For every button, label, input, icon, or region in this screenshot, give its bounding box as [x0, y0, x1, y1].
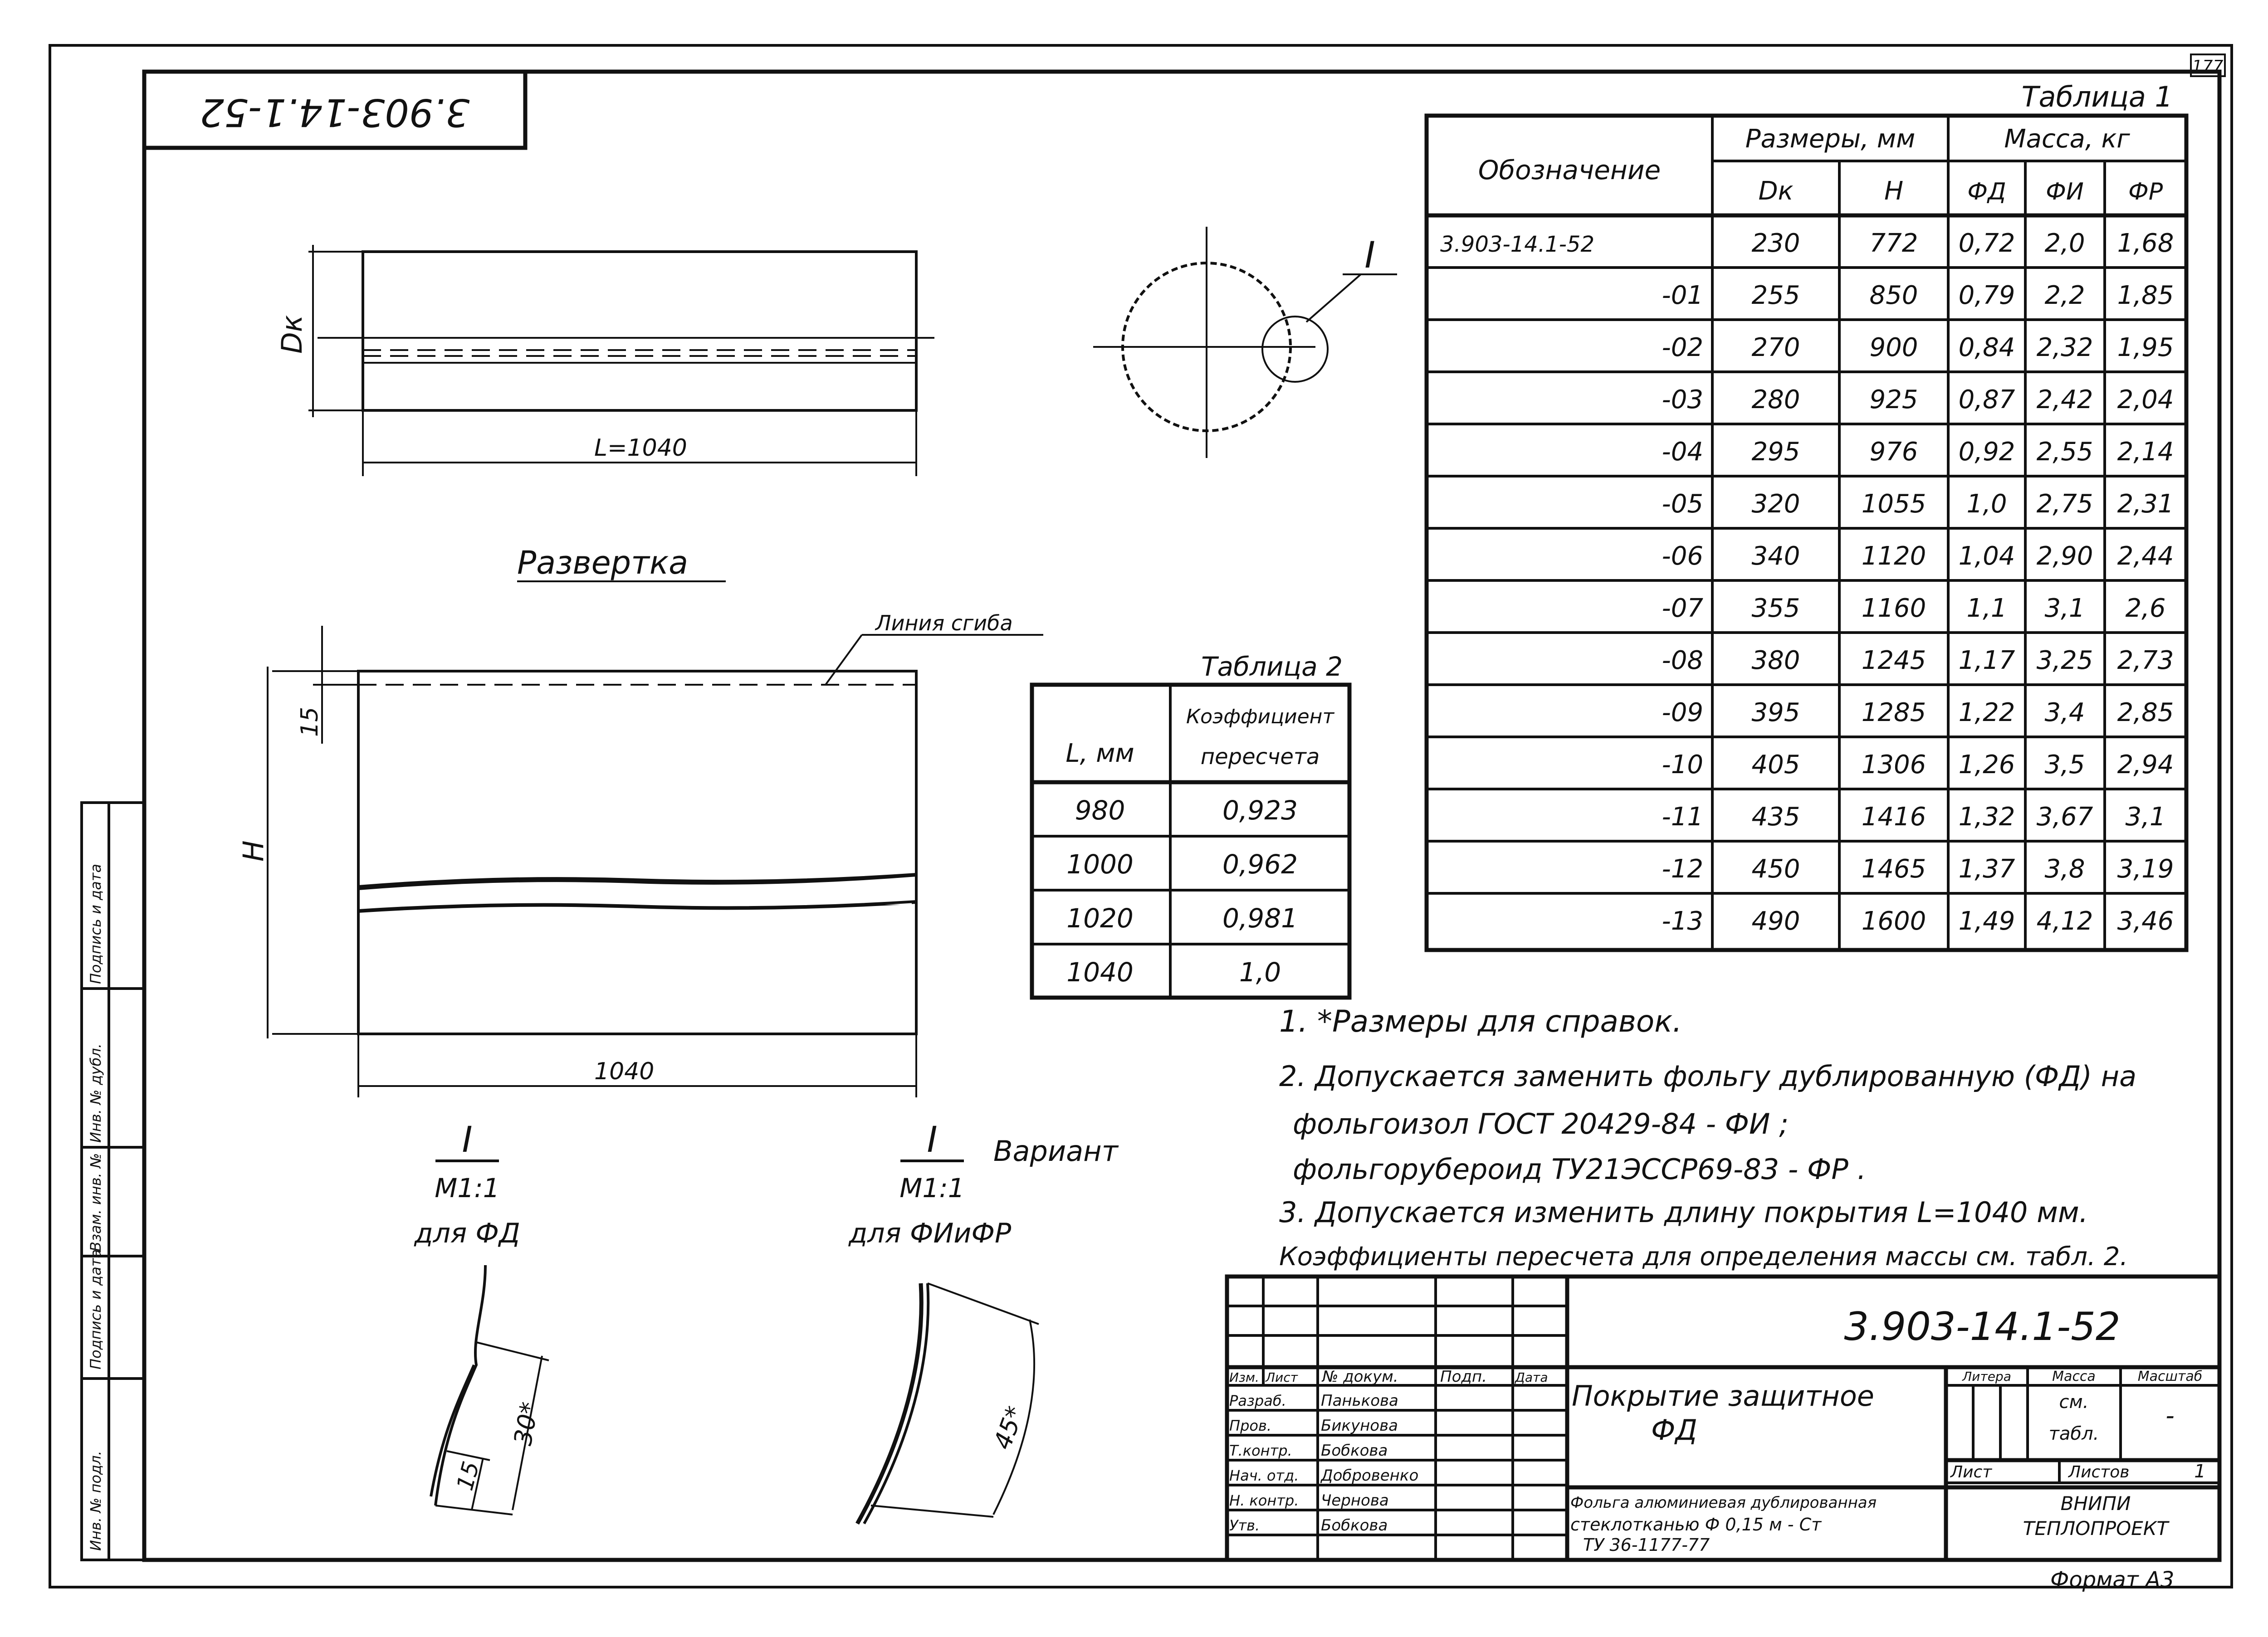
note-2: 2. Допускается заменить фольгу дублированную (ФД) на: [1279, 1060, 2137, 1093]
sheet-number: 177: [2192, 57, 2224, 76]
staff-name: Добровенко: [1321, 1466, 1419, 1485]
table1-cell: 0,72: [1958, 229, 2015, 258]
table2-cell-l: 980: [1075, 795, 1125, 826]
notes: [1279, 1004, 2136, 1272]
table1-head-fd: ФД: [1967, 178, 2006, 205]
table2-cell-k: 0,981: [1222, 903, 1298, 934]
table2-title: Таблица 2: [1201, 651, 1343, 682]
table1-cell: -03: [1662, 385, 1703, 414]
unfold-view: [237, 544, 1043, 1097]
table1-cell: -13: [1662, 906, 1703, 936]
mass-value-1: см.: [2059, 1392, 2089, 1413]
table1-cell: 395: [1751, 698, 1800, 727]
section-left-mark: I: [462, 1120, 473, 1160]
table2-cell-k: 0,923: [1222, 795, 1298, 826]
table1-cell: 2,73: [2117, 646, 2174, 675]
stamp-label-inv-podl: Инв. № подл.: [87, 1451, 104, 1551]
table1-cell: 1,68: [2117, 229, 2174, 258]
section-right-variant: Вариант: [993, 1135, 1118, 1168]
table1-cell: 4,12: [2036, 906, 2093, 936]
table1-cell: 2,32: [2036, 333, 2093, 362]
col-list: Лист: [1266, 1370, 1298, 1385]
table1-cell: 925: [1869, 385, 1918, 414]
table1-cell: -04: [1662, 437, 1703, 467]
table1-cell: 1120: [1861, 541, 1926, 571]
table1-cell: 2,31: [2117, 489, 2174, 519]
stamp-label-inv-dubl: Инв. № дубл.: [87, 1043, 104, 1143]
table1-title: Таблица 1: [2021, 80, 2173, 113]
table1-cell: 1285: [1861, 698, 1926, 727]
stamp-label-sign-date-1: Подпись и дата: [87, 1249, 104, 1369]
table1-cell: 1416: [1861, 802, 1926, 832]
table1-cell: -11: [1662, 802, 1703, 832]
table1-cell: 3,46: [2117, 906, 2174, 936]
table1-cell: 3,25: [2036, 646, 2093, 675]
table1-cell: -02: [1662, 333, 1703, 362]
table1-cell: 3,4: [2044, 698, 2085, 727]
table2-head-coef: Коэффициент: [1186, 705, 1334, 728]
table1-cell: 280: [1751, 385, 1800, 414]
table1-cell: 3,5: [2044, 750, 2085, 780]
table1-head-sizes: Размеры, мм: [1745, 124, 1916, 154]
table1-cell: 850: [1869, 281, 1918, 310]
table1-head-h: H: [1884, 176, 1904, 206]
table1-cell: 295: [1751, 437, 1800, 467]
table2-cell-l: 1040: [1066, 957, 1134, 988]
table2-head-recalc: пересчета: [1200, 744, 1320, 770]
title-material-3: ТУ 36-1177-77: [1583, 1535, 1710, 1555]
note-2-fr: фольгорубероид ТУ21ЭССР69-83 - ФР .: [1293, 1153, 1867, 1186]
table1-cell: -05: [1662, 489, 1703, 519]
section-right-caption: для ФИиФР: [848, 1218, 1012, 1249]
sheets-label: Листов: [2068, 1463, 2130, 1481]
dim-h-label: H: [237, 840, 270, 862]
top-view: [275, 245, 934, 476]
table-2: [1032, 651, 1349, 998]
format-label: Формат А3: [2050, 1567, 2175, 1593]
table1-cell: 1245: [1861, 646, 1926, 675]
table1-cell: 270: [1751, 333, 1800, 362]
table1-cell: 3,1: [2125, 802, 2166, 832]
table1-cell: 490: [1751, 906, 1800, 936]
table-1: [1427, 80, 2186, 950]
table1-cell: 3,8: [2044, 854, 2085, 884]
note-3: 3. Допускается изменить длину покрытия L=1040 мм.: [1279, 1196, 2088, 1229]
table1-cell: 1306: [1861, 750, 1926, 780]
table1-cell: 230: [1751, 229, 1800, 258]
dim-1040-label: 1040: [594, 1058, 655, 1085]
table1-cell: 3.903-14.1-52: [1440, 232, 1595, 257]
table1-cell: 1160: [1861, 594, 1926, 623]
litera-label: Литера: [1962, 1369, 2011, 1384]
col-izm: Изм.: [1229, 1370, 1259, 1385]
sheet-label: Лист: [1950, 1463, 1992, 1481]
table1-cell: 2,44: [2117, 541, 2174, 571]
table1-head-fi: ФИ: [2046, 178, 2084, 205]
table1-cell: 1600: [1861, 906, 1926, 936]
col-date: Дата: [1515, 1370, 1548, 1385]
table1-cell: 2,0: [2044, 229, 2085, 258]
fold-line-label: Линия сгиба: [875, 611, 1013, 635]
table1-cell: 0,87: [1958, 385, 2015, 414]
section-right: [848, 1120, 1119, 1524]
staff-role: Нач. отд.: [1229, 1467, 1299, 1484]
section-left: [414, 1120, 549, 1515]
table1-cell: 900: [1869, 333, 1918, 362]
dim-15-section-label: 15: [451, 1458, 485, 1494]
table2-head-l: L, мм: [1066, 739, 1134, 768]
title-name-2: ФД: [1651, 1413, 1697, 1447]
table2-cell-l: 1020: [1066, 903, 1134, 934]
scale-value: -: [2165, 1401, 2175, 1430]
table1-cell: -06: [1662, 541, 1703, 571]
table1-cell: 1,49: [1958, 906, 2015, 936]
table1-cell: 0,84: [1958, 333, 2015, 362]
staff-name: Чернова: [1321, 1491, 1389, 1510]
dim-45-label: 45*: [988, 1402, 1030, 1453]
title-code: 3.903-14.1-52: [1844, 1304, 2121, 1350]
staff-role: Разраб.: [1229, 1392, 1286, 1409]
section-right-scale: М1:1: [899, 1173, 965, 1203]
col-sign: Подп.: [1440, 1368, 1487, 1386]
note-1: 1. *Размеры для справок.: [1279, 1004, 1682, 1039]
table1-cell: 1,1: [1966, 594, 2007, 623]
table1-cell: 1,37: [1958, 854, 2015, 884]
table1-cell: -10: [1662, 750, 1703, 780]
staff-name: Бобкова: [1321, 1516, 1388, 1535]
table1-cell: -07: [1662, 594, 1703, 623]
table1-cell: 2,94: [2117, 750, 2174, 780]
table1-cell: 0,79: [1958, 281, 2015, 310]
table1-cell: 1055: [1861, 489, 1926, 519]
dim-15-label: 15: [296, 706, 323, 737]
section-left-scale: М1:1: [435, 1173, 500, 1203]
table1-rows: [1427, 229, 2186, 936]
org-1: ВНИПИ: [2060, 1492, 2131, 1515]
staff-role: Пров.: [1229, 1417, 1271, 1434]
title-material-2: стеклотканью Ф 0,15 м - Ст: [1570, 1515, 1822, 1535]
circle-view: [1093, 227, 1397, 458]
staff-role: Т.контр.: [1229, 1442, 1292, 1459]
table1-cell: 1,04: [1958, 541, 2015, 571]
staff-name: Панькова: [1321, 1392, 1398, 1410]
table2-rows: [1032, 795, 1349, 988]
section-left-caption: для ФД: [414, 1218, 520, 1249]
title-name-1: Покрытие защитное: [1572, 1379, 1874, 1413]
dim-dk-label: Dк: [275, 315, 308, 354]
left-stamp-strip: [82, 803, 144, 1560]
table1-cell: 435: [1751, 802, 1800, 832]
table1-head-dk: Dк: [1758, 176, 1794, 206]
mass-value-2: табл.: [2048, 1423, 2099, 1444]
staff-name: Бобкова: [1321, 1442, 1388, 1460]
table1-cell: 1,26: [1958, 750, 2015, 780]
note-3-coef: Коэффициенты пересчета для определения массы см. табл. 2.: [1279, 1242, 2128, 1272]
table1-cell: 1,17: [1958, 646, 2015, 675]
table1-cell: 320: [1751, 489, 1800, 519]
table1-cell: 450: [1751, 854, 1800, 884]
table1-cell: 2,04: [2117, 385, 2174, 414]
staff-role: Утв.: [1229, 1517, 1260, 1534]
org-2: ТЕПЛОПРОЕКТ: [2023, 1517, 2169, 1540]
table1-cell: 2,14: [2117, 437, 2174, 467]
stamp-label-vzam-inv: Взам. инв. №: [87, 1153, 104, 1252]
unfold-title: Развертка: [517, 544, 689, 581]
table1-cell: -01: [1662, 281, 1703, 310]
table1-cell: 0,92: [1958, 437, 2015, 467]
table1-head-fr: ФР: [2128, 178, 2163, 205]
table1-cell: -12: [1662, 854, 1703, 884]
table1-cell: 3,19: [2117, 854, 2174, 884]
dim-30-label: 30*: [508, 1400, 544, 1448]
table1-cell: 255: [1751, 281, 1800, 310]
scale-label: Масштаб: [2137, 1369, 2203, 1384]
table1-cell: 405: [1751, 750, 1800, 780]
table1-cell: 2,2: [2044, 281, 2085, 310]
table1-cell: 3,1: [2044, 594, 2085, 623]
title-block: [1227, 1276, 2219, 1560]
sheets-value: 1: [2194, 1461, 2206, 1482]
staff-rows: [1229, 1392, 1418, 1535]
table1-cell: 2,85: [2117, 698, 2174, 727]
dim-l-label: L=1040: [594, 434, 687, 462]
table2-cell-k: 1,0: [1239, 957, 1281, 988]
table1-cell: 772: [1869, 229, 1918, 258]
table1-cell: 1465: [1861, 854, 1926, 884]
section-mark-circle: I: [1364, 234, 1375, 276]
table1-cell: 3,67: [2036, 802, 2093, 832]
title-material-1: Фольга алюминиевая дублированная: [1570, 1494, 1877, 1512]
table1-head-mass: Масса, кг: [2004, 124, 2130, 154]
table1-cell: 380: [1751, 646, 1800, 675]
mass-label: Масса: [2052, 1369, 2096, 1384]
table1-head-designation: Обозначение: [1478, 155, 1661, 185]
table1-cell: 2,55: [2036, 437, 2093, 467]
table1-cell: 355: [1751, 594, 1800, 623]
table1-cell: 976: [1869, 437, 1918, 467]
table1-cell: 1,22: [1958, 698, 2015, 727]
section-right-mark: I: [927, 1120, 938, 1160]
table1-cell: 340: [1751, 541, 1800, 571]
table2-cell-k: 0,962: [1222, 849, 1298, 880]
table1-cell: 1,85: [2117, 281, 2174, 310]
table1-cell: 1,0: [1966, 489, 2007, 519]
col-doc: № докум.: [1322, 1368, 1398, 1386]
rotated-stamp: 3.903-14.1-52: [200, 90, 470, 135]
table1-cell: 1,95: [2117, 333, 2174, 362]
table2-cell-l: 1000: [1066, 849, 1134, 880]
table1-cell: 2,6: [2125, 594, 2166, 623]
stamp-label-sign-date-2: Подпись и дата: [87, 863, 104, 984]
table1-cell: 2,90: [2036, 541, 2093, 571]
table1-cell: 2,75: [2036, 489, 2093, 519]
table1-cell: -08: [1662, 646, 1703, 675]
table1-cell: -09: [1662, 698, 1703, 727]
table1-cell: 1,32: [1958, 802, 2015, 832]
staff-role: Н. контр.: [1229, 1492, 1299, 1509]
table1-cell: 2,42: [2036, 385, 2093, 414]
note-2-fi: фольгоизол ГОСТ 20429-84 - ФИ ;: [1293, 1107, 1789, 1140]
staff-name: Бикунова: [1321, 1417, 1398, 1435]
